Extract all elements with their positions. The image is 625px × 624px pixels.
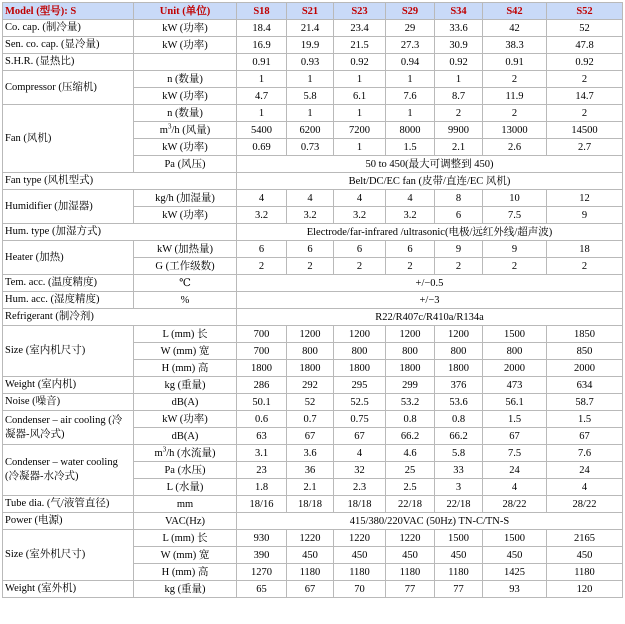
value-cell: 24 — [547, 462, 623, 479]
value-cell: 9 — [547, 207, 623, 224]
unit-header: Unit (单位) — [134, 3, 237, 20]
table-row — [3, 581, 623, 598]
row-label: Power (电源) — [3, 513, 134, 530]
value-cell: 8000 — [386, 122, 435, 139]
value-cell: 3.2 — [237, 207, 287, 224]
value-cell: 22/18 — [386, 496, 435, 513]
value-cell: 52 — [287, 394, 334, 411]
value-cell: 53.6 — [435, 394, 483, 411]
value-cell: 2.6 — [483, 139, 547, 156]
value-cell: 1500 — [483, 326, 547, 343]
value-cell: 18/16 — [237, 496, 287, 513]
value-cell: 1 — [334, 71, 386, 88]
value-cell: 1 — [237, 71, 287, 88]
value-cell: 8.7 — [435, 88, 483, 105]
value-cell: 4 — [483, 479, 547, 496]
unit-cell: dB(A) — [134, 394, 237, 411]
value-cell: 2.1 — [435, 139, 483, 156]
unit-cell: H (mm) 高 — [134, 360, 237, 377]
unit-cell: dB(A) — [134, 428, 237, 445]
value-cell: 2 — [547, 258, 623, 275]
value-cell: 295 — [334, 377, 386, 394]
model-col-header: S42 — [483, 3, 547, 20]
unit-cell: VAC(Hz) — [134, 513, 237, 530]
value-cell: 0.8 — [435, 411, 483, 428]
value-cell: 5.8 — [435, 445, 483, 462]
value-cell: 1 — [287, 71, 334, 88]
unit-cell: W (mm) 宽 — [134, 547, 237, 564]
value-cell: 1850 — [547, 326, 623, 343]
table-row — [3, 394, 623, 411]
row-label: Condenser – water cooling (冷凝器-水冷式) — [3, 445, 134, 496]
table-row — [3, 513, 623, 530]
value-cell: 9900 — [435, 122, 483, 139]
table-row — [3, 54, 623, 71]
value-cell: 2 — [483, 258, 547, 275]
value-cell: 6.1 — [334, 88, 386, 105]
value-cell: 3.2 — [386, 207, 435, 224]
table-row — [3, 105, 623, 122]
value-cell: 2.1 — [287, 479, 334, 496]
value-cell: 2 — [237, 258, 287, 275]
value-cell: 2000 — [483, 360, 547, 377]
value-cell: 0.8 — [386, 411, 435, 428]
value-cell: 2 — [435, 105, 483, 122]
value-cell: 1200 — [386, 326, 435, 343]
value-cell: 21.4 — [287, 20, 334, 37]
value-cell: 29 — [386, 20, 435, 37]
value-cell: 58.7 — [547, 394, 623, 411]
value-cell: 800 — [386, 343, 435, 360]
unit-cell: ℃ — [134, 275, 237, 292]
unit-cell: H (mm) 高 — [134, 564, 237, 581]
unit-cell: kg (重量) — [134, 581, 237, 598]
model-col-header: S18 — [237, 3, 287, 20]
value-cell: 1800 — [386, 360, 435, 377]
value-cell: 634 — [547, 377, 623, 394]
value-cell: 450 — [334, 547, 386, 564]
value-cell: 1180 — [435, 564, 483, 581]
value-cell: 450 — [547, 547, 623, 564]
value-cell: 42 — [483, 20, 547, 37]
value-cell: 0.91 — [483, 54, 547, 71]
row-label: Co. cap. (制冷量) — [3, 20, 134, 37]
table-row — [3, 275, 623, 292]
table-row — [3, 377, 623, 394]
value-cell: 1200 — [334, 326, 386, 343]
unit-cell: $m^3/h$ (水流量) — [134, 445, 237, 462]
unit-cell: kW (功率) — [134, 20, 237, 37]
value-cell: 3.1 — [237, 445, 287, 462]
value-cell: 7.6 — [386, 88, 435, 105]
value-cell: 9 — [483, 241, 547, 258]
table-row — [3, 445, 623, 462]
value-cell: 4 — [237, 190, 287, 207]
value-cell: 33 — [435, 462, 483, 479]
spanning-value-cell: Electrode/far-infrared /ultrasonic(电极/远红外线/超声波) — [237, 224, 623, 241]
value-cell: 70 — [334, 581, 386, 598]
row-label: Weight (室内机) — [3, 377, 134, 394]
value-cell: 24 — [483, 462, 547, 479]
value-cell: 52.5 — [334, 394, 386, 411]
value-cell: 9 — [435, 241, 483, 258]
value-cell: 66.2 — [386, 428, 435, 445]
value-cell: 292 — [287, 377, 334, 394]
value-cell: 3.6 — [287, 445, 334, 462]
table-row — [3, 173, 623, 190]
row-label: S.H.R. (显热比) — [3, 54, 134, 71]
value-cell: 67 — [483, 428, 547, 445]
value-cell: 2 — [334, 258, 386, 275]
value-cell: 1.5 — [547, 411, 623, 428]
table-row — [3, 496, 623, 513]
value-cell: 2.7 — [547, 139, 623, 156]
unit-cell: Pa (水压) — [134, 462, 237, 479]
model-header: Model (型号): S — [3, 3, 134, 20]
spanning-value-cell: Belt/DC/EC fan (皮带/直连/EC 风机) — [237, 173, 623, 190]
value-cell: 0.94 — [386, 54, 435, 71]
table-row — [3, 309, 623, 326]
value-cell: 450 — [386, 547, 435, 564]
row-label: Fan (风机) — [3, 105, 134, 173]
value-cell: 1200 — [287, 326, 334, 343]
unit-cell: G (工作级数) — [134, 258, 237, 275]
value-cell: 299 — [386, 377, 435, 394]
value-cell: 1.8 — [237, 479, 287, 496]
value-cell: 4.6 — [386, 445, 435, 462]
value-cell: 1800 — [334, 360, 386, 377]
value-cell: 67 — [547, 428, 623, 445]
model-col-header: S21 — [287, 3, 334, 20]
value-cell: 77 — [435, 581, 483, 598]
value-cell: 47.8 — [547, 37, 623, 54]
row-label: Fan type (风机型式) — [3, 173, 237, 190]
value-cell: 1500 — [435, 530, 483, 547]
row-label: Tube dia. (气/液管直径) — [3, 496, 134, 513]
table-row — [3, 190, 623, 207]
value-cell: 1 — [287, 105, 334, 122]
value-cell: 1220 — [287, 530, 334, 547]
value-cell: 7200 — [334, 122, 386, 139]
value-cell: 1800 — [237, 360, 287, 377]
value-cell: 0.73 — [287, 139, 334, 156]
spanning-value-cell: 50 to 450(最大可调整到 450) — [237, 156, 623, 173]
value-cell: 12 — [547, 190, 623, 207]
value-cell: 28/22 — [547, 496, 623, 513]
value-cell: 1.5 — [483, 411, 547, 428]
value-cell: 7.5 — [483, 207, 547, 224]
value-cell: 18.4 — [237, 20, 287, 37]
value-cell: 2 — [547, 105, 623, 122]
table-row — [3, 530, 623, 547]
value-cell: 6 — [287, 241, 334, 258]
value-cell: 25 — [386, 462, 435, 479]
value-cell: 53.2 — [386, 394, 435, 411]
value-cell: 18 — [547, 241, 623, 258]
value-cell: 800 — [334, 343, 386, 360]
value-cell: 2 — [386, 258, 435, 275]
value-cell: 800 — [287, 343, 334, 360]
unit-cell: kW (加热量) — [134, 241, 237, 258]
value-cell: 66.2 — [435, 428, 483, 445]
value-cell: 1800 — [287, 360, 334, 377]
unit-cell: n (数量) — [134, 71, 237, 88]
value-cell: 0.93 — [287, 54, 334, 71]
value-cell: 23 — [237, 462, 287, 479]
value-cell: 6 — [435, 207, 483, 224]
unit-cell: kW (功率) — [134, 37, 237, 54]
value-cell: 1 — [334, 139, 386, 156]
value-cell: 1425 — [483, 564, 547, 581]
row-label: Compressor (压缩机) — [3, 71, 134, 105]
value-cell: 4 — [334, 190, 386, 207]
value-cell: 0.91 — [237, 54, 287, 71]
value-cell: 22/18 — [435, 496, 483, 513]
value-cell: 850 — [547, 343, 623, 360]
value-cell: 7.5 — [483, 445, 547, 462]
value-cell: 700 — [237, 343, 287, 360]
unit-cell: mm — [134, 496, 237, 513]
unit-cell: n (数量) — [134, 105, 237, 122]
value-cell: 67 — [334, 428, 386, 445]
value-cell: 28/22 — [483, 496, 547, 513]
value-cell: 120 — [547, 581, 623, 598]
value-cell: 2000 — [547, 360, 623, 377]
spec-body — [3, 20, 623, 598]
unit-cell: $m^3/h$ (风量) — [134, 122, 237, 139]
value-cell: 2.5 — [386, 479, 435, 496]
value-cell: 4 — [334, 445, 386, 462]
value-cell: 1180 — [547, 564, 623, 581]
value-cell: 65 — [237, 581, 287, 598]
value-cell: 33.6 — [435, 20, 483, 37]
model-col-header: S23 — [334, 3, 386, 20]
value-cell: 4.7 — [237, 88, 287, 105]
table-row — [3, 37, 623, 54]
value-cell: 93 — [483, 581, 547, 598]
unit-cell: W (mm) 宽 — [134, 343, 237, 360]
value-cell: 6200 — [287, 122, 334, 139]
value-cell: 67 — [287, 428, 334, 445]
value-cell: 1180 — [334, 564, 386, 581]
value-cell: 700 — [237, 326, 287, 343]
value-cell: 2165 — [547, 530, 623, 547]
value-cell: 5.8 — [287, 88, 334, 105]
unit-cell: kW (功率) — [134, 411, 237, 428]
value-cell: 56.1 — [483, 394, 547, 411]
unit-cell — [134, 54, 237, 71]
row-label: Refrigerant (制冷剂) — [3, 309, 237, 326]
value-cell: 63 — [237, 428, 287, 445]
value-cell: 1220 — [386, 530, 435, 547]
value-cell: 6 — [386, 241, 435, 258]
value-cell: 23.4 — [334, 20, 386, 37]
value-cell: 19.9 — [287, 37, 334, 54]
value-cell: 8 — [435, 190, 483, 207]
unit-cell: kW (功率) — [134, 88, 237, 105]
row-label: Hum. type (加湿方式) — [3, 224, 237, 241]
unit-cell: kW (功率) — [134, 207, 237, 224]
value-cell: 50.1 — [237, 394, 287, 411]
value-cell: 2 — [435, 258, 483, 275]
spanning-value-cell: R22/R407c/R410a/R134a — [237, 309, 623, 326]
value-cell: 2.3 — [334, 479, 386, 496]
value-cell: 7.6 — [547, 445, 623, 462]
value-cell: 4 — [386, 190, 435, 207]
value-cell: 3.2 — [287, 207, 334, 224]
spanning-value-cell: +/−3 — [237, 292, 623, 309]
table-row — [3, 20, 623, 37]
value-cell: 52 — [547, 20, 623, 37]
value-cell: 390 — [237, 547, 287, 564]
value-cell: 286 — [237, 377, 287, 394]
value-cell: 1500 — [483, 530, 547, 547]
row-label: Heater (加热) — [3, 241, 134, 275]
row-label: Noise (噪音) — [3, 394, 134, 411]
value-cell: 1.5 — [386, 139, 435, 156]
value-cell: 30.9 — [435, 37, 483, 54]
row-label: Hum. acc. (湿度精度) — [3, 292, 134, 309]
value-cell: 0.6 — [237, 411, 287, 428]
spec-table — [2, 2, 623, 598]
unit-cell: L (mm) 长 — [134, 530, 237, 547]
model-col-header: S34 — [435, 3, 483, 20]
value-cell: 32 — [334, 462, 386, 479]
value-cell: 1180 — [287, 564, 334, 581]
row-label: Size (室内机尺寸) — [3, 326, 134, 377]
value-cell: 800 — [435, 343, 483, 360]
value-cell: 18/18 — [287, 496, 334, 513]
value-cell: 6 — [237, 241, 287, 258]
table-row — [3, 326, 623, 343]
value-cell: 0.92 — [334, 54, 386, 71]
value-cell: 0.75 — [334, 411, 386, 428]
value-cell: 1800 — [435, 360, 483, 377]
value-cell: 1220 — [334, 530, 386, 547]
value-cell: 77 — [386, 581, 435, 598]
value-cell: 2 — [483, 71, 547, 88]
value-cell: 13000 — [483, 122, 547, 139]
unit-cell: kg/h (加湿量) — [134, 190, 237, 207]
value-cell: 450 — [483, 547, 547, 564]
value-cell: 1 — [435, 71, 483, 88]
value-cell: 38.3 — [483, 37, 547, 54]
value-cell: 473 — [483, 377, 547, 394]
value-cell: 2 — [483, 105, 547, 122]
row-label: Condenser – air cooling (冷凝器-风冷式) — [3, 411, 134, 445]
value-cell: 4 — [547, 479, 623, 496]
value-cell: 1 — [386, 105, 435, 122]
table-row — [3, 411, 623, 428]
value-cell: 3 — [435, 479, 483, 496]
unit-cell: % — [134, 292, 237, 309]
value-cell: 14500 — [547, 122, 623, 139]
value-cell: 27.3 — [386, 37, 435, 54]
model-col-header: S52 — [547, 3, 623, 20]
value-cell: 930 — [237, 530, 287, 547]
value-cell: 16.9 — [237, 37, 287, 54]
value-cell: 1200 — [435, 326, 483, 343]
value-cell: 1270 — [237, 564, 287, 581]
table-row — [3, 71, 623, 88]
value-cell: 18/18 — [334, 496, 386, 513]
value-cell: 450 — [435, 547, 483, 564]
table-row — [3, 241, 623, 258]
spanning-value-cell: +/−0.5 — [237, 275, 623, 292]
model-col-header: S29 — [386, 3, 435, 20]
unit-cell: kW (功率) — [134, 139, 237, 156]
unit-cell: L (水量) — [134, 479, 237, 496]
spanning-value-cell: 415/380/220VAC (50Hz) TN-C/TN-S — [237, 513, 623, 530]
value-cell: 2 — [287, 258, 334, 275]
unit-cell: Pa (风压) — [134, 156, 237, 173]
value-cell: 21.5 — [334, 37, 386, 54]
row-label: Humidifier (加湿器) — [3, 190, 134, 224]
unit-cell: L (mm) 长 — [134, 326, 237, 343]
value-cell: 1180 — [386, 564, 435, 581]
value-cell: 0.7 — [287, 411, 334, 428]
header-row — [3, 3, 623, 20]
value-cell: 4 — [287, 190, 334, 207]
row-label: Size (室外机尺寸) — [3, 530, 134, 581]
value-cell: 800 — [483, 343, 547, 360]
value-cell: 5400 — [237, 122, 287, 139]
value-cell: 1 — [237, 105, 287, 122]
value-cell: 67 — [287, 581, 334, 598]
value-cell: 10 — [483, 190, 547, 207]
row-label: Tem. acc. (温度精度) — [3, 275, 134, 292]
value-cell: 2 — [547, 71, 623, 88]
unit-cell: kg (重量) — [134, 377, 237, 394]
value-cell: 0.92 — [435, 54, 483, 71]
table-row — [3, 224, 623, 241]
row-label: Weight (室外机) — [3, 581, 134, 598]
value-cell: 376 — [435, 377, 483, 394]
value-cell: 450 — [287, 547, 334, 564]
row-label: Sen. co. cap. (显冷量) — [3, 37, 134, 54]
value-cell: 1 — [386, 71, 435, 88]
value-cell: 36 — [287, 462, 334, 479]
value-cell: 3.2 — [334, 207, 386, 224]
value-cell: 14.7 — [547, 88, 623, 105]
value-cell: 0.69 — [237, 139, 287, 156]
table-row — [3, 292, 623, 309]
value-cell: 11.9 — [483, 88, 547, 105]
value-cell: 6 — [334, 241, 386, 258]
value-cell: 1 — [334, 105, 386, 122]
value-cell: 0.92 — [547, 54, 623, 71]
